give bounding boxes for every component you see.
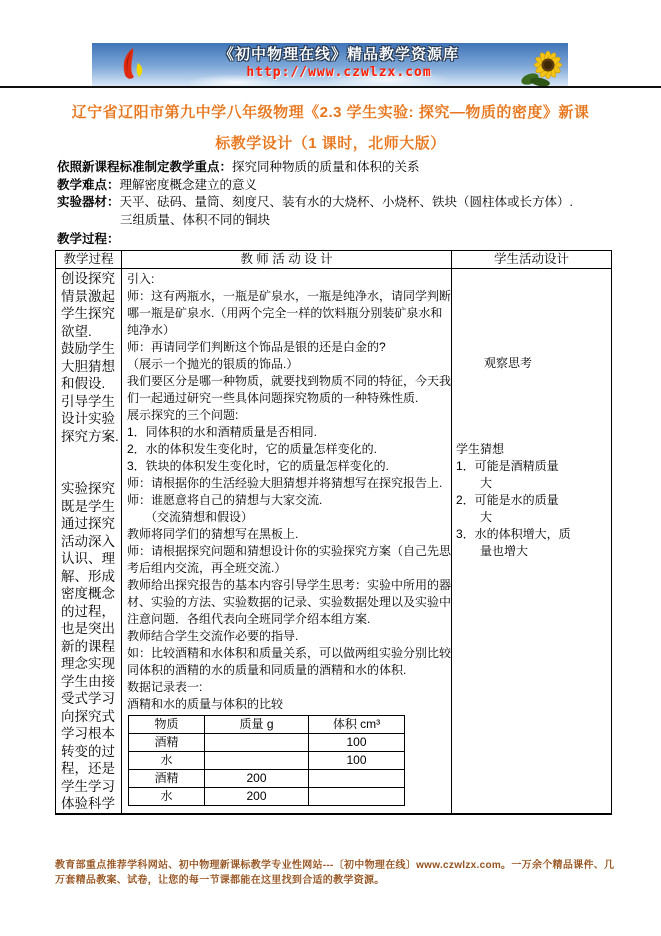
- teacher-line: 教师将同学们的猜想写在黑板上.: [127, 527, 299, 541]
- process-line: 和假设.: [61, 376, 106, 391]
- table-body-row: [56, 269, 611, 813]
- teacher-line: 1．同体积的水和酒精质量是否相同.: [127, 425, 318, 439]
- process-line: 解、形成: [61, 568, 115, 584]
- process-line: 的过程，: [61, 603, 115, 619]
- process-line: [61, 445, 121, 463]
- student-guess-block: [456, 441, 611, 560]
- mass-header: 质量 g: [205, 716, 309, 734]
- page-title-line1: 辽宁省辽阳市第九中学八年级物理《2.3 学生实验: 探究—物质的密度》新课: [71, 104, 590, 121]
- teacher-line: （交流猜想和假设）: [127, 510, 254, 524]
- substance-header: 物质: [129, 716, 205, 734]
- data-record-row: [129, 752, 405, 770]
- process-line: 程，还是: [61, 761, 115, 776]
- teacher-line: 注意问题．各组代表向全班同学介绍本组方案.: [127, 612, 371, 626]
- teacher-line: 纯净水）: [127, 323, 176, 337]
- process-line: 密度概念: [61, 586, 115, 601]
- observe-note: 观察思考: [484, 356, 533, 370]
- guess-3-line1: 3．水的体积增大，质: [456, 527, 571, 541]
- teacher-line: 哪一瓶是矿泉水.（用两个完全一样的饮料瓶分别装矿泉水和: [127, 306, 443, 320]
- data-record-table: [128, 715, 405, 806]
- process-line: 情景激起: [61, 288, 115, 304]
- flame-logo-icon: [116, 46, 154, 84]
- substance-cell: 水: [129, 752, 205, 770]
- process-column-cell: [56, 269, 122, 813]
- teacher-lines: [127, 271, 451, 713]
- mass-cell: 200: [205, 788, 309, 806]
- equipment-text: 天平、砝码、量筒、刻度尺、装有水的大烧杯、小烧杯、铁块（圆柱体或长方体）.: [119, 195, 573, 209]
- process-line: 创设探究: [61, 271, 115, 286]
- guess-1-line1: 1．可能是酒精质量: [456, 459, 559, 473]
- guess-2-line1: 2．可能是水的质量: [456, 493, 559, 507]
- teaching-focus-text: 探究同种物质的质量和体积的关系: [232, 160, 420, 174]
- teacher-line: 考后组内交流，再全班交流.）: [127, 561, 287, 575]
- process-line: [61, 463, 121, 481]
- process-line: 学生学习: [61, 778, 115, 794]
- process-line: 理念实现: [61, 656, 115, 671]
- teacher-line: 教师给出探究报告的基本内容引导学生思考：实验中所用的器: [127, 578, 452, 592]
- header-student-column: 学生活动设计: [452, 251, 611, 269]
- teaching-focus-line: [57, 159, 627, 177]
- process-line: 体验科学: [61, 796, 115, 811]
- teaching-process-label: 教学过程：: [57, 232, 120, 246]
- equipment-line: [57, 194, 627, 212]
- teacher-line: 师：谁愿意将自己的猜想与大家交流.: [127, 493, 323, 507]
- banner-divider-line: [0, 86, 661, 88]
- teacher-line: 2．水的体积发生变化时，它的质量怎样变化的.: [127, 442, 378, 456]
- teaching-focus-label: 依照新课程标准制定教学重点：: [57, 160, 233, 174]
- equipment-line2: 三组质量、体积不同的铜块: [120, 212, 271, 227]
- process-line: 既是学生: [61, 498, 115, 514]
- sunflower-image: [518, 45, 566, 86]
- guess-item-1: [456, 458, 611, 492]
- process-line: 设计实验: [61, 411, 115, 426]
- site-banner-link[interactable]: [92, 43, 568, 86]
- process-line: 学生由接: [61, 673, 115, 689]
- data-record-header-row: [129, 716, 405, 734]
- volume-cell: 100: [309, 734, 405, 752]
- teacher-line: 引入:: [127, 272, 155, 286]
- process-line: 引导学生: [61, 393, 115, 409]
- teacher-line: 材、实验的方法、实验数据的记录、实验数据处理以及实验中: [127, 595, 452, 609]
- process-line: 活动深入: [61, 533, 115, 549]
- process-line: 大胆猜想: [61, 358, 115, 374]
- process-line: 转变的过: [61, 743, 115, 759]
- banner-site-url[interactable]: http://www.czwlzx.com: [246, 65, 432, 80]
- volume-cell: [309, 770, 405, 788]
- process-line: 也是突出: [61, 621, 115, 636]
- banner-text-group: [162, 45, 516, 81]
- teacher-line: 展示探究的三个问题:: [127, 408, 239, 422]
- data-record-row: [129, 770, 405, 788]
- substance-cell: 酒精: [129, 734, 205, 752]
- substance-cell: 酒精: [129, 770, 205, 788]
- process-line: 学习根本: [61, 726, 115, 741]
- footer-promo-text: 教育部重点推荐学科网站、初中物理新课标教学专业性网站---〔初中物理在线〕www.czwlzx.com。一万余个精品课件、几万套精品教案、试卷，让您的每一节课都能在这里找到合适的教学资源。: [55, 860, 615, 886]
- teaching-difficulty-line: [57, 177, 627, 195]
- process-line: 鼓励学生: [61, 341, 115, 356]
- student-column-cell: [452, 269, 611, 813]
- teacher-line: 我们要区分是哪一种物质，就要找到物质不同的特征，今天我: [127, 374, 452, 388]
- volume-header: 体积 cm³: [309, 716, 405, 734]
- volume-cell: 100: [309, 752, 405, 770]
- banner-site-title: 《初中物理在线》精品教学资源库: [218, 46, 459, 63]
- teacher-line: 如：比较酒精和水体积和质量关系，可以做两组实验分别比较: [127, 646, 452, 660]
- guess-item-3: [456, 526, 611, 560]
- mass-cell: [205, 734, 309, 752]
- volume-cell: [309, 788, 405, 806]
- data-record-row: [129, 734, 405, 752]
- table-header-row: [56, 251, 611, 269]
- process-line: 新的课程: [61, 638, 115, 654]
- header-teacher-column: 教 师 活 动 设 计: [122, 251, 452, 269]
- teacher-line: 3．铁块的体积发生变化时，它的质量怎样变化的.: [127, 459, 390, 473]
- mass-cell: [205, 752, 309, 770]
- page-title: [0, 97, 661, 159]
- process-line: 受式学习: [61, 691, 115, 706]
- process-line: 欲望.: [61, 323, 92, 339]
- teacher-line: 酒精和水的质量与体积的比较: [127, 697, 284, 711]
- mass-cell: 200: [205, 770, 309, 788]
- guess-2-line2: 大: [480, 510, 493, 524]
- lesson-info-block: [57, 159, 627, 249]
- guess-item-2: [456, 492, 611, 526]
- teacher-column-cell: [122, 269, 452, 813]
- process-line: 向探究式: [61, 708, 115, 724]
- process-line: 学生探究: [61, 306, 115, 321]
- substance-cell: 水: [129, 788, 205, 806]
- guess-title: 学生猜想: [456, 442, 505, 456]
- teaching-difficulty-text: 理解密度概念建立的意义: [119, 177, 258, 192]
- teacher-line: （展示一个抛光的银质的饰品.）: [127, 357, 299, 371]
- teacher-line: 师：请根据你的生活经验大胆猜想并将猜想写在探究报告上.: [127, 476, 443, 490]
- process-line: 认识、理: [61, 551, 115, 566]
- lesson-plan-table: [55, 250, 612, 815]
- process-line: 探究方案.: [61, 428, 119, 444]
- page-title-line2: 标教学设计（1 课时，北师大版）: [215, 135, 446, 152]
- header-process-column: 教学过程: [56, 251, 122, 269]
- teacher-line: 师：再请同学们判断这个饰品是银的还是白金的?: [127, 340, 386, 354]
- teacher-line: 师：请根据探究问题和猜想设计你的实验探究方案（自己先思: [127, 544, 452, 558]
- guess-3-line2: 量也增大: [480, 544, 529, 558]
- teacher-line: 们一起通过研究一些具体问题探究物质的一种特殊性质.: [127, 391, 419, 405]
- data-record-row: [129, 788, 405, 806]
- process-line: 实验探究: [61, 481, 115, 496]
- guess-1-line2: 大: [480, 476, 493, 490]
- teacher-line: 数据记录表一:: [127, 680, 203, 694]
- teacher-line: 同体积的酒精的水的质量和同质量的酒精和水的体积.: [127, 663, 407, 677]
- teaching-difficulty-label: 教学难点：: [57, 177, 120, 192]
- teacher-line: 教师结合学生交流作必要的指导.: [127, 629, 299, 643]
- process-line: 通过探究: [61, 516, 115, 531]
- equipment-label: 实验器材：: [57, 195, 120, 209]
- teacher-line: 师：这有两瓶水，一瓶是矿泉水，一瓶是纯净水，请同学判断: [127, 289, 452, 303]
